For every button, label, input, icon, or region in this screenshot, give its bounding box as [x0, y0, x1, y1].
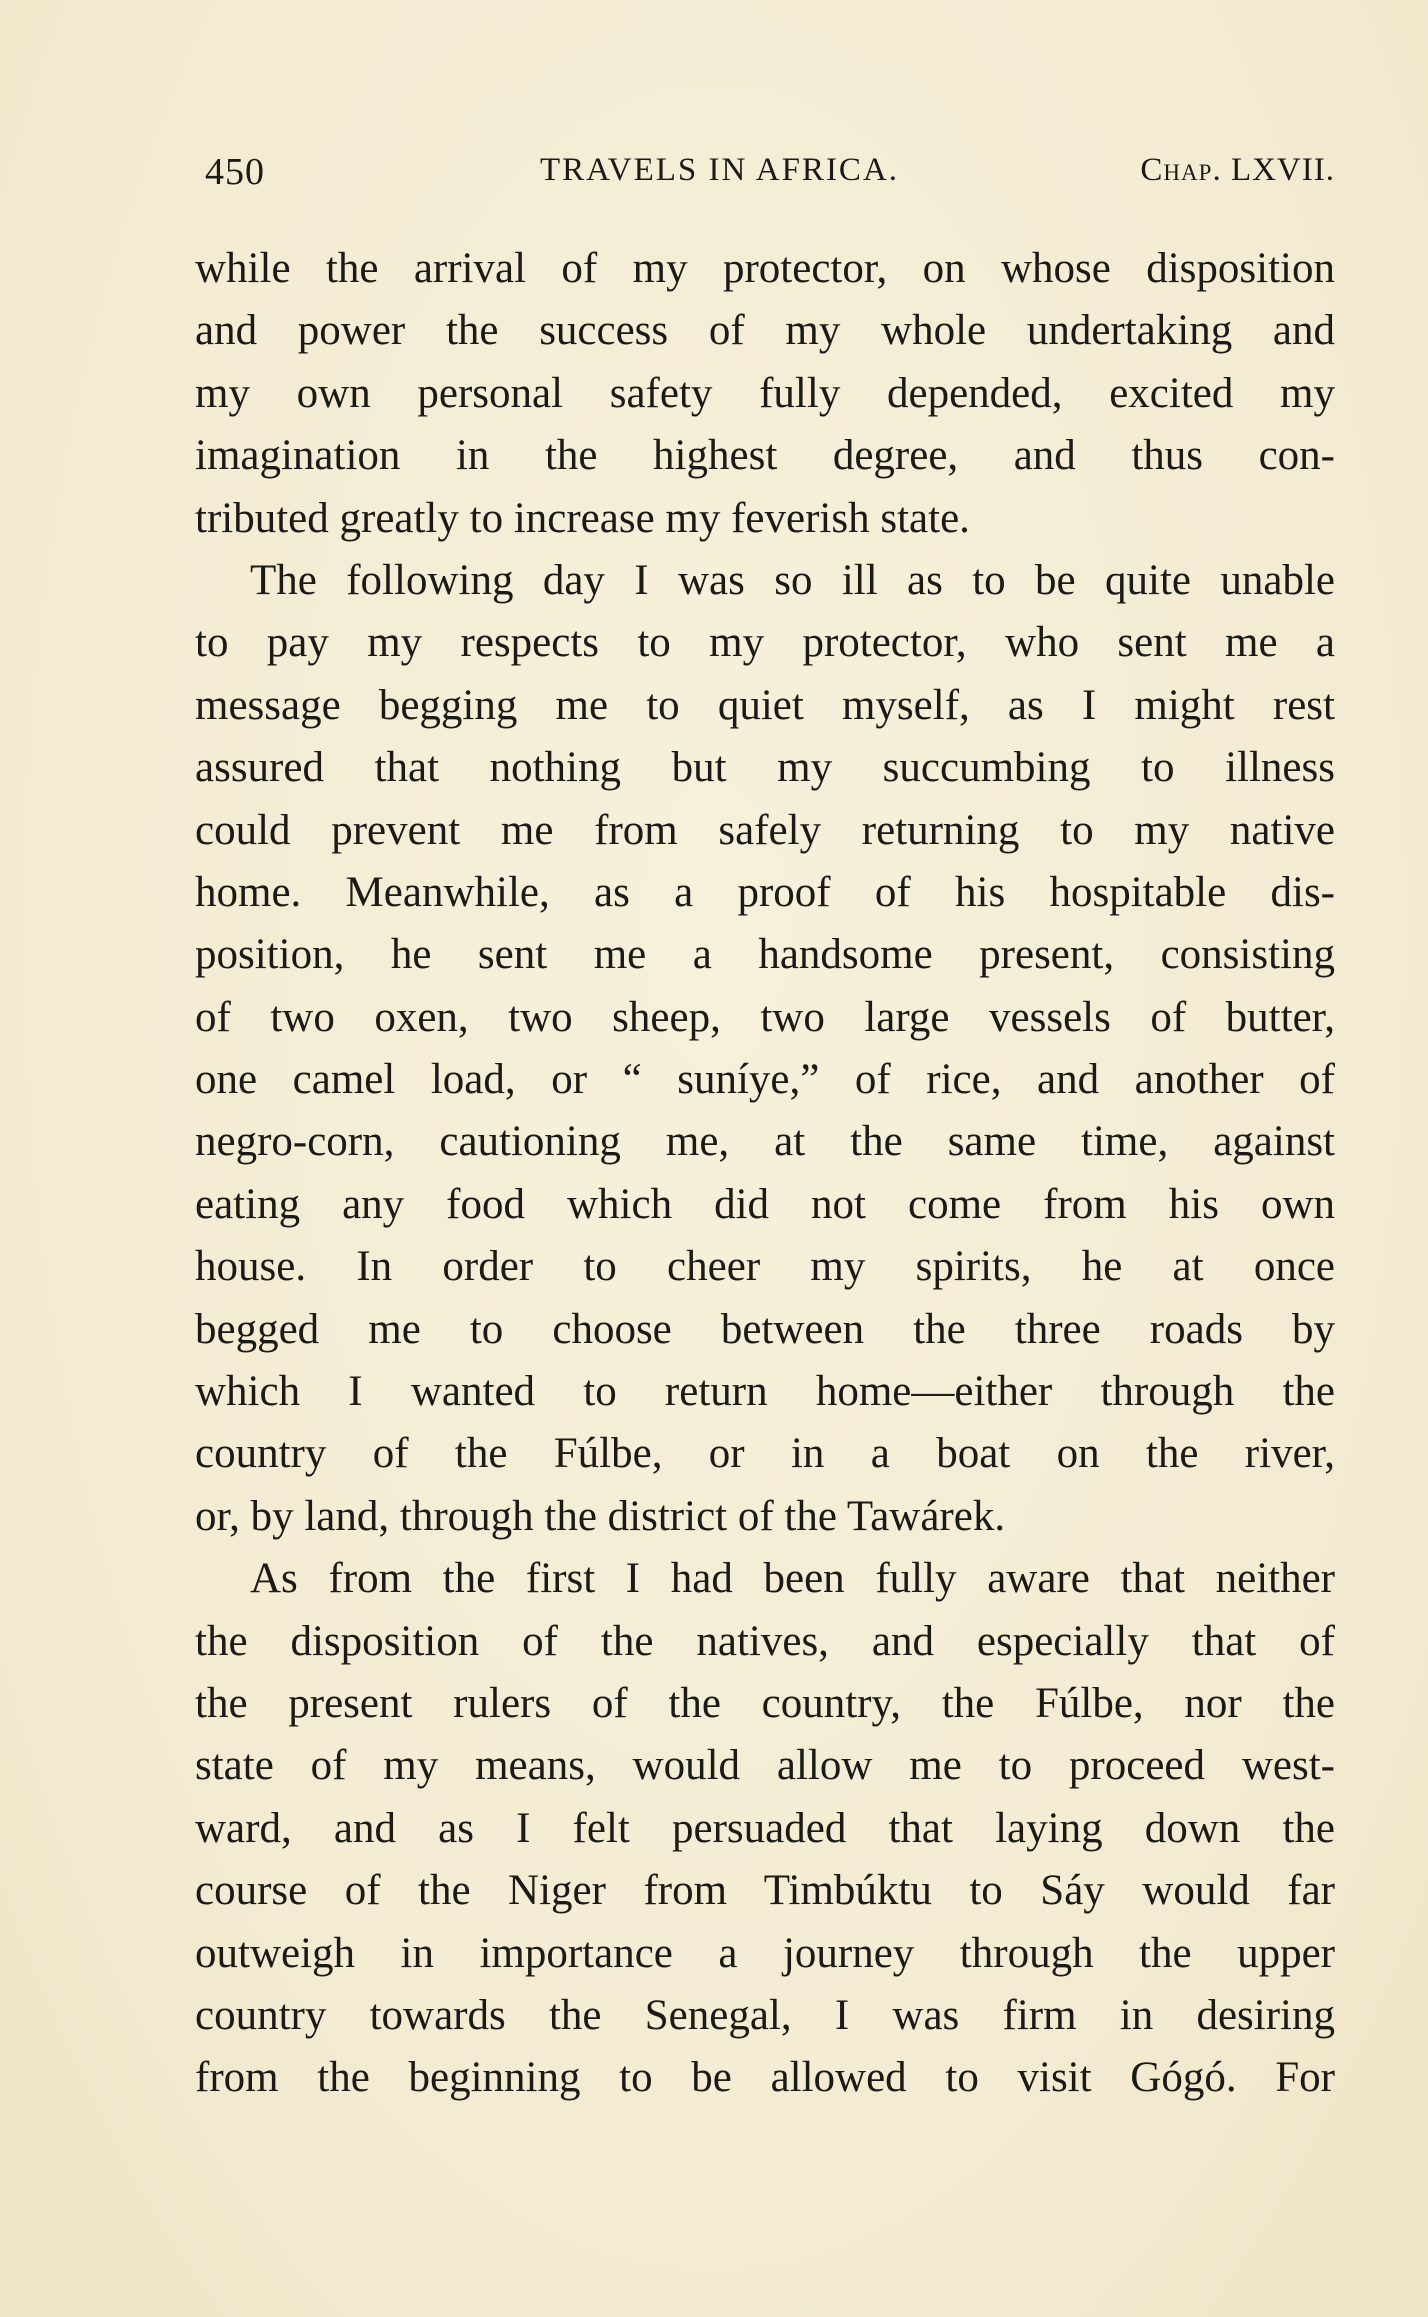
text-line: of two oxen, two sheep, two large vessels of butter, — [195, 993, 1335, 1041]
text-line: the disposition of the natives, and especially that of — [195, 1617, 1335, 1665]
text-line: message begging me to quiet myself, as I might rest — [195, 681, 1335, 729]
text-line: to pay my respects to my protector, who sent me a — [195, 619, 1335, 667]
text-line: or, by land, through the district of the Tawárek. — [195, 1492, 1006, 1540]
text-line: one camel load, or “ suníye,” of rice, and another of — [195, 1056, 1335, 1104]
text-line: As from the first I had been fully aware that neither — [250, 1555, 1335, 1603]
text-line: assured that nothing but my succumbing to illness — [195, 744, 1335, 792]
text-line: home. Meanwhile, as a proof of his hospitable dis- — [195, 868, 1335, 916]
text-line: begged me to choose between the three roads by — [195, 1305, 1335, 1353]
text-line: my own personal safety fully depended, excited my — [195, 369, 1335, 417]
text-line: while the arrival of my protector, on whose disposition — [195, 245, 1335, 292]
text-line: the present rulers of the country, the Fúlbe, nor the — [195, 1679, 1335, 1727]
running-title: TRAVELS IN AFRICA. — [540, 152, 900, 188]
text-line: position, he sent me a handsome present, consisting — [195, 931, 1335, 979]
text-line: The following day I was so ill as to be quite unable — [250, 556, 1335, 604]
text-line: and power the success of my whole undertaking and — [195, 307, 1335, 355]
page-number: 450 — [205, 151, 265, 193]
text-line: could prevent me from safely returning to my native — [195, 806, 1335, 854]
text-line: ward, and as I felt persuaded that laying down the — [195, 1804, 1335, 1852]
text-line: country of the Fúlbe, or in a boat on the river, — [195, 1430, 1335, 1478]
text-line: from the beginning to be allowed to visit Gógó. For — [195, 2054, 1335, 2102]
text-line: house. In order to cheer my spirits, he at once — [195, 1243, 1335, 1291]
text-line: course of the Niger from Timbúktu to Sáy would far — [195, 1867, 1335, 1915]
text-line: eating any food which did not come from his own — [195, 1180, 1335, 1228]
body-text — [195, 238, 1335, 2110]
text-line: imagination in the highest degree, and thus con- — [195, 432, 1335, 480]
text-line: which I wanted to return home—either through the — [195, 1368, 1335, 1416]
text-line: country towards the Senegal, I was firm in desiring — [195, 1991, 1335, 2039]
text-line: tributed greatly to increase my feverish state. — [195, 494, 970, 542]
text-line: state of my means, would allow me to proceed west- — [195, 1742, 1335, 1790]
page-header — [205, 150, 1335, 200]
chapter-heading: Chap. LXVII. — [1140, 152, 1335, 188]
text-line: outweigh in importance a journey through the upper — [195, 1929, 1335, 1977]
text-line: negro-corn, cautioning me, at the same time, against — [195, 1118, 1335, 1166]
